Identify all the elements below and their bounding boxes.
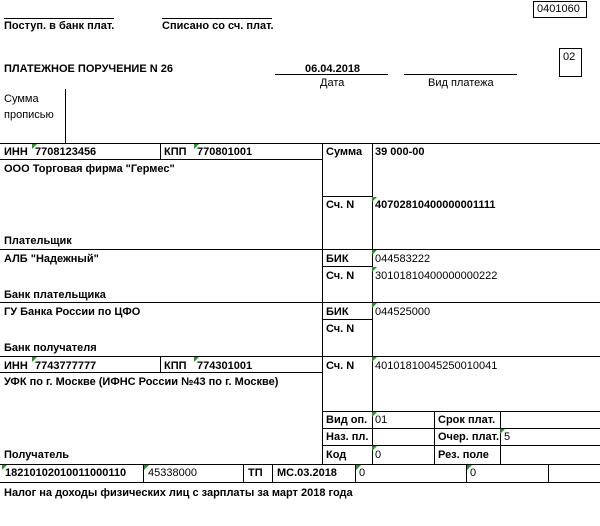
amount-words-label-2: прописью (4, 109, 54, 121)
purpose-code-label: Наз. пл. (326, 431, 369, 443)
payer-kpp: 770801001 (197, 146, 253, 158)
priority-label: Очер. плат. (438, 431, 500, 443)
payer-bank-account-label: Сч. N (326, 270, 355, 282)
oktmo: 45338000 (148, 467, 197, 479)
grid-line (322, 411, 600, 412)
payment-type-line (404, 74, 517, 75)
payer-inn-label: ИНН (4, 146, 28, 158)
payee-bank-bik: 044525000 (375, 306, 431, 318)
payer-bank-name: АЛБ "Надежный" (4, 253, 99, 265)
payee-account: 40101810045250010041 (375, 360, 498, 372)
reserve-label: Рез. поле (438, 449, 489, 461)
grid-line (322, 143, 323, 464)
received-label: Поступ. в банк плат. (4, 20, 115, 32)
grid-line (0, 302, 600, 303)
amount-words-label-1: Сумма (4, 93, 39, 105)
grid-line (322, 196, 372, 197)
received-line (4, 18, 114, 19)
doc-title: ПЛАТЕЖНОЕ ПОРУЧЕНИЕ N 26 (4, 63, 173, 75)
payer-account-label: Сч. N (326, 199, 355, 211)
payer-kpp-label: КПП (164, 146, 187, 158)
grid-line (272, 464, 273, 482)
date-line (275, 74, 388, 75)
payee-bank-account-label: Сч. N (326, 323, 355, 335)
amount-words-divider (65, 89, 66, 143)
grid-line (434, 411, 435, 464)
period: МС.03.2018 (277, 467, 337, 479)
grid-line (0, 143, 600, 144)
grid-line (0, 372, 322, 373)
debited-label: Списано со сч. плат. (162, 20, 274, 32)
grid-line (0, 464, 600, 465)
code-label: Код (326, 449, 347, 461)
grid-line (160, 143, 161, 159)
sum-label: Сумма (326, 146, 363, 158)
payee-bank-bik-label: БИК (326, 306, 349, 318)
payee-name: УФК по г. Москве (ИФНС России №43 по г. Москве) (4, 376, 279, 388)
grid-line (0, 482, 600, 483)
payer-name: ООО Торговая фирма "Гермес" (4, 163, 175, 175)
grid-line (322, 266, 372, 267)
payee-section-label: Получатель (4, 449, 70, 461)
payee-inn-label: ИНН (4, 360, 28, 372)
grid-line (160, 356, 161, 372)
grid-line (0, 356, 600, 357)
grid-line (0, 159, 322, 160)
payment-purpose: Налог на доходы физических лиц с зарплаты за март 2018 года (4, 487, 353, 499)
doc-date: 0 (470, 467, 477, 479)
payee-kpp-label: КПП (164, 360, 187, 372)
payee-bank-name: ГУ Банка России по ЦФО (4, 306, 141, 318)
date-label: Дата (320, 77, 345, 89)
payment-type-label: Вид платежа (428, 77, 494, 89)
grid-line (500, 411, 501, 464)
grid-line (322, 428, 600, 429)
date-value: 06.04.2018 (305, 63, 361, 75)
payer-bank-bik-label: БИК (326, 253, 349, 265)
grid-line (243, 464, 244, 482)
sum-value: 39 000-00 (375, 146, 425, 158)
payer-inn: 7708123456 (35, 146, 97, 158)
op-type-label: Вид оп. (326, 414, 368, 426)
code: 0 (375, 449, 382, 461)
kbk: 18210102010011000110 (5, 467, 127, 479)
op-type: 01 (375, 414, 388, 426)
payee-kpp: 774301001 (197, 360, 253, 372)
grid-line (322, 445, 600, 446)
grid-line (548, 464, 549, 482)
form-code: 0401060 (537, 3, 580, 15)
basis: ТП (248, 467, 263, 479)
payee-inn: 7743777777 (35, 360, 97, 372)
doc-number: 0 (359, 467, 366, 479)
payer-bank-account: 30101810400000000222 (375, 270, 498, 282)
term-label: Срок плат. (438, 414, 496, 426)
grid-line (322, 319, 372, 320)
payer-section-label: Плательщик (4, 235, 72, 247)
payer-bank-section-label: Банк плательщика (4, 289, 106, 301)
payee-account-label: Сч. N (326, 360, 355, 372)
payee-bank-section-label: Банк получателя (4, 342, 97, 354)
payer-bank-bik: 044583222 (375, 253, 431, 265)
payer-account: 40702810400000001111 (375, 199, 496, 211)
status-code: 02 (563, 51, 576, 63)
debited-line (162, 18, 272, 19)
priority: 5 (504, 431, 511, 443)
grid-line (0, 249, 600, 250)
